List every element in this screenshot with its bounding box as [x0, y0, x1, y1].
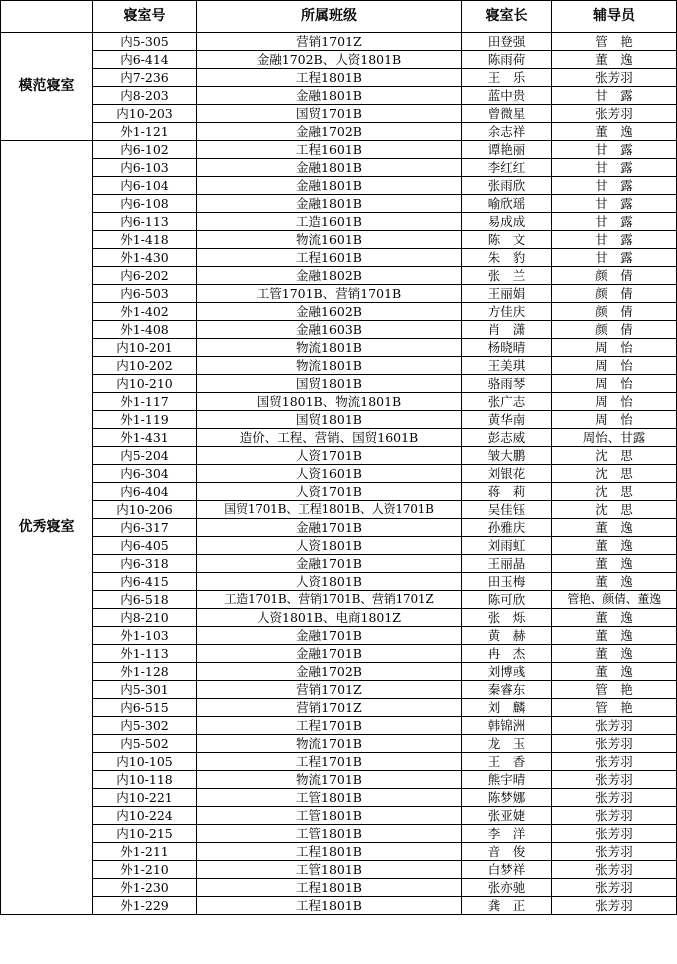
room-cell: 内6-317 [93, 519, 197, 537]
leader-cell: 蒋 莉 [462, 483, 552, 501]
leader-cell: 刘博彧 [462, 663, 552, 681]
table-row [1, 789, 677, 807]
table-row [1, 213, 677, 231]
leader-cell: 曾微星 [462, 105, 552, 123]
leader-cell: 蓝中贵 [462, 87, 552, 105]
room-cell: 内10-206 [93, 501, 197, 519]
leader-cell: 秦睿东 [462, 681, 552, 699]
room-cell: 内6-304 [93, 465, 197, 483]
room-cell: 外1-117 [93, 393, 197, 411]
counselor-cell: 董 逸 [552, 537, 677, 555]
category-cell: 优秀寝室 [1, 141, 93, 915]
leader-cell: 皱大鹏 [462, 447, 552, 465]
header-room: 寝室号 [93, 1, 197, 33]
table-row [1, 195, 677, 213]
class-cell: 国贸1801B [197, 411, 462, 429]
leader-cell: 刘银花 [462, 465, 552, 483]
table-row [1, 69, 677, 87]
class-cell: 金融1702B、人资1801B [197, 51, 462, 69]
leader-cell: 陈梦娜 [462, 789, 552, 807]
counselor-cell: 甘 露 [552, 141, 677, 159]
class-cell: 工造1601B [197, 213, 462, 231]
room-cell: 内6-518 [93, 591, 197, 609]
room-cell: 外1-119 [93, 411, 197, 429]
table-row [1, 753, 677, 771]
header-row [1, 1, 677, 33]
table-row [1, 807, 677, 825]
room-cell: 内8-210 [93, 609, 197, 627]
counselor-cell: 周 怡 [552, 393, 677, 411]
table-row [1, 879, 677, 897]
class-cell: 金融1801B [197, 177, 462, 195]
table-row [1, 339, 677, 357]
class-cell: 金融1602B [197, 303, 462, 321]
table-row [1, 501, 677, 519]
table-row [1, 429, 677, 447]
counselor-cell: 张芳羽 [552, 789, 677, 807]
class-cell: 金融1603B [197, 321, 462, 339]
counselor-cell: 甘 露 [552, 249, 677, 267]
table-row [1, 375, 677, 393]
table-row [1, 267, 677, 285]
room-cell: 外1-431 [93, 429, 197, 447]
counselor-cell: 董 逸 [552, 627, 677, 645]
class-cell: 营销1701Z [197, 699, 462, 717]
table-row [1, 627, 677, 645]
room-cell: 内10-105 [93, 753, 197, 771]
leader-cell: 黄 赫 [462, 627, 552, 645]
leader-cell: 李红红 [462, 159, 552, 177]
header-class: 所属班级 [197, 1, 462, 33]
class-cell: 金融1802B [197, 267, 462, 285]
room-cell: 内5-302 [93, 717, 197, 735]
room-cell: 内6-414 [93, 51, 197, 69]
counselor-cell: 张芳羽 [552, 717, 677, 735]
room-cell: 内10-203 [93, 105, 197, 123]
counselor-cell: 周 怡 [552, 339, 677, 357]
class-cell: 工程1801B [197, 843, 462, 861]
table-row [1, 609, 677, 627]
counselor-cell: 张芳羽 [552, 825, 677, 843]
room-cell: 内6-113 [93, 213, 197, 231]
table-row [1, 303, 677, 321]
class-cell: 物流1701B [197, 735, 462, 753]
leader-cell: 张 烁 [462, 609, 552, 627]
class-cell: 工管1701B、营销1701B [197, 285, 462, 303]
header-leader: 寝室长 [462, 1, 552, 33]
category-cell: 模范寝室 [1, 33, 93, 141]
table-row [1, 357, 677, 375]
counselor-cell: 管 艳 [552, 33, 677, 51]
room-cell: 内10-224 [93, 807, 197, 825]
counselor-cell: 张芳羽 [552, 735, 677, 753]
leader-cell: 田玉梅 [462, 573, 552, 591]
leader-cell: 韩锦洲 [462, 717, 552, 735]
class-cell: 金融1702B [197, 663, 462, 681]
class-cell: 金融1801B [197, 195, 462, 213]
counselor-cell: 颜 倩 [552, 303, 677, 321]
class-cell: 国贸1801B [197, 375, 462, 393]
class-cell: 工程1801B [197, 897, 462, 915]
counselor-cell: 董 逸 [552, 609, 677, 627]
class-cell: 工管1801B [197, 807, 462, 825]
room-cell: 内5-301 [93, 681, 197, 699]
room-cell: 内5-502 [93, 735, 197, 753]
counselor-cell: 周 怡 [552, 375, 677, 393]
table-row [1, 87, 677, 105]
leader-cell: 王 乐 [462, 69, 552, 87]
counselor-cell: 张芳羽 [552, 861, 677, 879]
counselor-cell: 张芳羽 [552, 771, 677, 789]
counselor-cell: 沈 思 [552, 465, 677, 483]
table-row [1, 681, 677, 699]
table-row [1, 177, 677, 195]
class-cell: 工程1701B [197, 753, 462, 771]
room-cell: 外1-430 [93, 249, 197, 267]
leader-cell: 张亦驰 [462, 879, 552, 897]
counselor-cell: 颜 倩 [552, 321, 677, 339]
table-row [1, 573, 677, 591]
class-cell: 营销1701Z [197, 681, 462, 699]
table-row [1, 159, 677, 177]
room-cell: 外1-128 [93, 663, 197, 681]
leader-cell: 张 兰 [462, 267, 552, 285]
table-row [1, 555, 677, 573]
class-cell: 工程1801B [197, 879, 462, 897]
room-cell: 外1-211 [93, 843, 197, 861]
room-cell: 外1-402 [93, 303, 197, 321]
class-cell: 工造1701B、营销1701B、营销1701Z [197, 591, 462, 609]
counselor-cell: 甘 露 [552, 87, 677, 105]
room-cell: 外1-229 [93, 897, 197, 915]
table-row [1, 321, 677, 339]
room-cell: 内6-103 [93, 159, 197, 177]
class-cell: 金融1701B [197, 519, 462, 537]
leader-cell: 谭艳丽 [462, 141, 552, 159]
class-cell: 金融1701B [197, 627, 462, 645]
counselor-cell: 董 逸 [552, 645, 677, 663]
counselor-cell: 周怡、甘露 [552, 429, 677, 447]
room-cell: 外1-418 [93, 231, 197, 249]
table-row [1, 51, 677, 69]
counselor-cell: 管艳、颜倩、董逸 [552, 591, 677, 609]
counselor-cell: 张芳羽 [552, 69, 677, 87]
table-row [1, 699, 677, 717]
table-row [1, 537, 677, 555]
class-cell: 工程1601B [197, 141, 462, 159]
class-cell: 物流1701B [197, 771, 462, 789]
class-cell: 工管1801B [197, 789, 462, 807]
table-row [1, 663, 677, 681]
class-cell: 金融1801B [197, 159, 462, 177]
room-cell: 外1-210 [93, 861, 197, 879]
table-row [1, 465, 677, 483]
room-cell: 内10-215 [93, 825, 197, 843]
counselor-cell: 张芳羽 [552, 753, 677, 771]
leader-cell: 张亚婕 [462, 807, 552, 825]
class-cell: 金融1801B [197, 87, 462, 105]
counselor-cell: 甘 露 [552, 159, 677, 177]
class-cell: 国贸1701B、工程1801B、人资1701B [197, 501, 462, 519]
counselor-cell: 沈 思 [552, 483, 677, 501]
table-row [1, 843, 677, 861]
class-cell: 工程1801B [197, 69, 462, 87]
counselor-cell: 管 艳 [552, 681, 677, 699]
table-row [1, 411, 677, 429]
leader-cell: 黄华南 [462, 411, 552, 429]
leader-cell: 朱 豹 [462, 249, 552, 267]
counselor-cell: 管 艳 [552, 699, 677, 717]
class-cell: 金融1702B [197, 123, 462, 141]
leader-cell: 熊宇晴 [462, 771, 552, 789]
table-row [1, 249, 677, 267]
table-row [1, 483, 677, 501]
leader-cell: 田登强 [462, 33, 552, 51]
leader-cell: 王 香 [462, 753, 552, 771]
class-cell: 工程1601B [197, 249, 462, 267]
table-row [1, 519, 677, 537]
leader-cell: 冉 杰 [462, 645, 552, 663]
room-cell: 内10-221 [93, 789, 197, 807]
leader-cell: 肖 潇 [462, 321, 552, 339]
class-cell: 物流1801B [197, 339, 462, 357]
room-cell: 外1-408 [93, 321, 197, 339]
room-cell: 内6-405 [93, 537, 197, 555]
table-row [1, 231, 677, 249]
class-cell: 人资1701B [197, 447, 462, 465]
leader-cell: 陈 文 [462, 231, 552, 249]
table-row [1, 825, 677, 843]
room-cell: 内6-415 [93, 573, 197, 591]
leader-cell: 张广志 [462, 393, 552, 411]
counselor-cell: 甘 露 [552, 177, 677, 195]
room-cell: 外1-121 [93, 123, 197, 141]
counselor-cell: 董 逸 [552, 573, 677, 591]
class-cell: 工管1801B [197, 825, 462, 843]
room-cell: 内5-305 [93, 33, 197, 51]
leader-cell: 龙 玉 [462, 735, 552, 753]
leader-cell: 张雨欣 [462, 177, 552, 195]
header-category [1, 1, 93, 33]
room-cell: 内10-202 [93, 357, 197, 375]
leader-cell: 李 洋 [462, 825, 552, 843]
counselor-cell: 张芳羽 [552, 879, 677, 897]
counselor-cell: 甘 露 [552, 195, 677, 213]
leader-cell: 余志祥 [462, 123, 552, 141]
table-row [1, 447, 677, 465]
counselor-cell: 董 逸 [552, 555, 677, 573]
leader-cell: 音 俊 [462, 843, 552, 861]
room-cell: 内10-118 [93, 771, 197, 789]
table-row [1, 285, 677, 303]
table-row [1, 141, 677, 159]
class-cell: 人资1801B [197, 537, 462, 555]
counselor-cell: 董 逸 [552, 51, 677, 69]
table-row [1, 717, 677, 735]
class-cell: 工程1701B [197, 717, 462, 735]
counselor-cell: 颜 倩 [552, 285, 677, 303]
counselor-cell: 董 逸 [552, 663, 677, 681]
leader-cell: 陈雨荷 [462, 51, 552, 69]
leader-cell: 王丽娟 [462, 285, 552, 303]
class-cell: 金融1701B [197, 555, 462, 573]
leader-cell: 白梦祥 [462, 861, 552, 879]
counselor-cell: 甘 露 [552, 231, 677, 249]
header-counselor: 辅导员 [552, 1, 677, 33]
counselor-cell: 周 怡 [552, 411, 677, 429]
counselor-cell: 颜 倩 [552, 267, 677, 285]
leader-cell: 吴佳钰 [462, 501, 552, 519]
room-cell: 外1-113 [93, 645, 197, 663]
class-cell: 造价、工程、营销、国贸1601B [197, 429, 462, 447]
table-row [1, 393, 677, 411]
leader-cell: 王丽晶 [462, 555, 552, 573]
counselor-cell: 甘 露 [552, 213, 677, 231]
table-row [1, 123, 677, 141]
counselor-cell: 董 逸 [552, 519, 677, 537]
table-row [1, 33, 677, 51]
room-cell: 内5-204 [93, 447, 197, 465]
room-cell: 内6-202 [93, 267, 197, 285]
room-cell: 内6-108 [93, 195, 197, 213]
class-cell: 人资1601B [197, 465, 462, 483]
table-row [1, 735, 677, 753]
leader-cell: 刘 麟 [462, 699, 552, 717]
leader-cell: 刘雨虹 [462, 537, 552, 555]
class-cell: 营销1701Z [197, 33, 462, 51]
table-row [1, 861, 677, 879]
room-cell: 内8-203 [93, 87, 197, 105]
room-cell: 内6-515 [93, 699, 197, 717]
leader-cell: 龚 正 [462, 897, 552, 915]
leader-cell: 骆雨琴 [462, 375, 552, 393]
counselor-cell: 张芳羽 [552, 897, 677, 915]
room-cell: 内10-210 [93, 375, 197, 393]
room-cell: 内6-318 [93, 555, 197, 573]
class-cell: 物流1601B [197, 231, 462, 249]
counselor-cell: 张芳羽 [552, 807, 677, 825]
counselor-cell: 沈 思 [552, 501, 677, 519]
table-row [1, 645, 677, 663]
table-body [1, 33, 677, 915]
leader-cell: 方佳庆 [462, 303, 552, 321]
class-cell: 金融1701B [197, 645, 462, 663]
class-cell: 人资1801B [197, 573, 462, 591]
room-cell: 内6-104 [93, 177, 197, 195]
room-cell: 内6-503 [93, 285, 197, 303]
counselor-cell: 张芳羽 [552, 843, 677, 861]
leader-cell: 陈可欣 [462, 591, 552, 609]
counselor-cell: 沈 思 [552, 447, 677, 465]
leader-cell: 王美琪 [462, 357, 552, 375]
table-row [1, 105, 677, 123]
class-cell: 国贸1801B、物流1801B [197, 393, 462, 411]
class-cell: 物流1801B [197, 357, 462, 375]
room-cell: 外1-103 [93, 627, 197, 645]
room-cell: 内6-102 [93, 141, 197, 159]
room-cell: 内7-236 [93, 69, 197, 87]
counselor-cell: 张芳羽 [552, 105, 677, 123]
leader-cell: 杨晓晴 [462, 339, 552, 357]
table-row [1, 591, 677, 609]
leader-cell: 孙雅庆 [462, 519, 552, 537]
class-cell: 工管1801B [197, 861, 462, 879]
class-cell: 国贸1701B [197, 105, 462, 123]
table-row [1, 771, 677, 789]
leader-cell: 彭志威 [462, 429, 552, 447]
room-cell: 外1-230 [93, 879, 197, 897]
class-cell: 人资1701B [197, 483, 462, 501]
leader-cell: 易成成 [462, 213, 552, 231]
room-cell: 内6-404 [93, 483, 197, 501]
leader-cell: 喻欣瑶 [462, 195, 552, 213]
table-row [1, 897, 677, 915]
room-cell: 内10-201 [93, 339, 197, 357]
counselor-cell: 董 逸 [552, 123, 677, 141]
class-cell: 人资1801B、电商1801Z [197, 609, 462, 627]
counselor-cell: 周 怡 [552, 357, 677, 375]
